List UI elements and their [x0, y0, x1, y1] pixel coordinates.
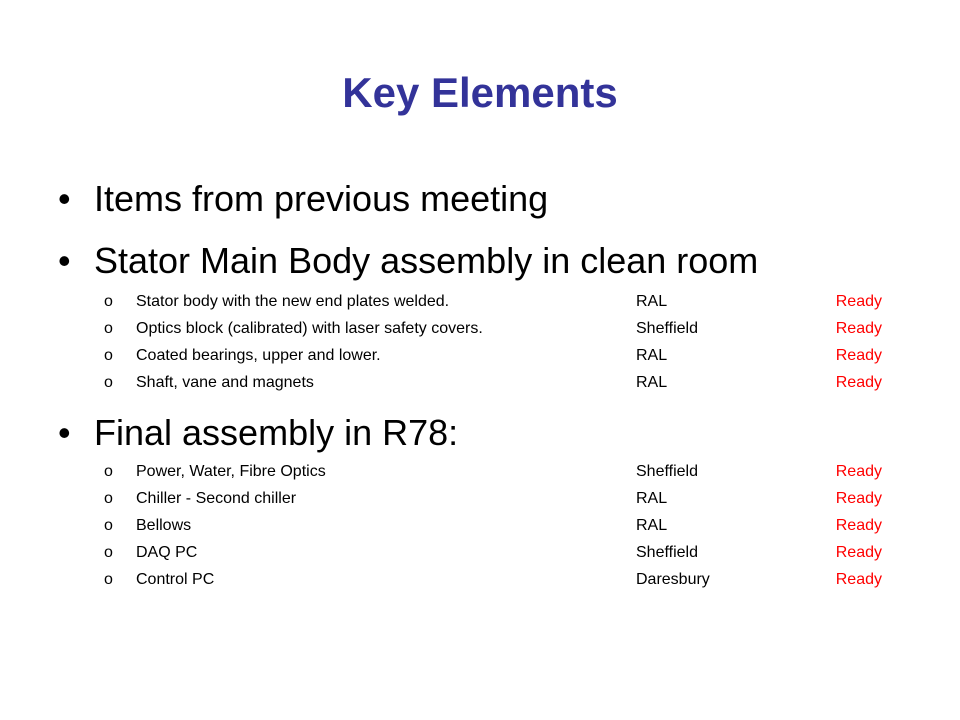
bullet-text: Stator Main Body assembly in clean room [94, 240, 759, 281]
sub-marker: o [104, 517, 113, 534]
item-text: Bellows [136, 517, 192, 534]
item-location: Sheffield [636, 544, 698, 561]
sub-marker: o [104, 463, 113, 480]
item-status: Ready [835, 571, 882, 588]
item-text: Power, Water, Fibre Optics [136, 463, 326, 480]
bullet-dot: • [58, 178, 71, 219]
list-item [104, 516, 894, 543]
sub-marker: o [104, 374, 113, 391]
sub-marker: o [104, 320, 113, 337]
list-item [104, 319, 894, 346]
item-location: Daresbury [636, 571, 710, 588]
item-status: Ready [835, 517, 882, 534]
item-status: Ready [835, 347, 882, 364]
item-text: DAQ PC [136, 544, 198, 561]
item-status: Ready [835, 544, 882, 561]
stator-items-list [104, 292, 894, 400]
item-text: Shaft, vane and magnets [136, 374, 314, 391]
item-text: Chiller - Second chiller [136, 490, 297, 507]
item-text: Stator body with the new end plates welded. [136, 293, 450, 310]
sub-marker: o [104, 293, 113, 310]
sub-marker: o [104, 490, 113, 507]
list-item [104, 570, 894, 597]
item-status: Ready [835, 293, 882, 310]
bullet-stator-assembly [58, 240, 758, 282]
item-location: RAL [636, 347, 668, 364]
item-text: Coated bearings, upper and lower. [136, 347, 381, 364]
item-text: Optics block (calibrated) with laser safety covers. [136, 320, 483, 337]
list-item [104, 543, 894, 570]
item-location: RAL [636, 293, 668, 310]
slide-title: Key Elements [342, 69, 618, 116]
item-text: Control PC [136, 571, 215, 588]
bullet-dot: • [58, 240, 71, 281]
item-location: RAL [636, 490, 668, 507]
list-item [104, 489, 894, 516]
item-location: RAL [636, 517, 668, 534]
sub-marker: o [104, 347, 113, 364]
sub-marker: o [104, 544, 113, 561]
list-item [104, 462, 894, 489]
item-status: Ready [835, 374, 882, 391]
bullet-final-assembly [58, 412, 458, 454]
item-status: Ready [835, 320, 882, 337]
item-location: RAL [636, 374, 668, 391]
list-item [104, 346, 894, 373]
list-item [104, 373, 894, 400]
item-location: Sheffield [636, 320, 698, 337]
item-location: Sheffield [636, 463, 698, 480]
list-item [104, 292, 894, 319]
item-status: Ready [835, 490, 882, 507]
bullet-text: Items from previous meeting [94, 178, 549, 219]
bullet-dot: • [58, 412, 71, 453]
item-status: Ready [835, 463, 882, 480]
final-items-list [104, 462, 894, 597]
bullet-text: Final assembly in R78: [94, 412, 459, 453]
sub-marker: o [104, 571, 113, 588]
bullet-items-previous-meeting [58, 178, 548, 220]
